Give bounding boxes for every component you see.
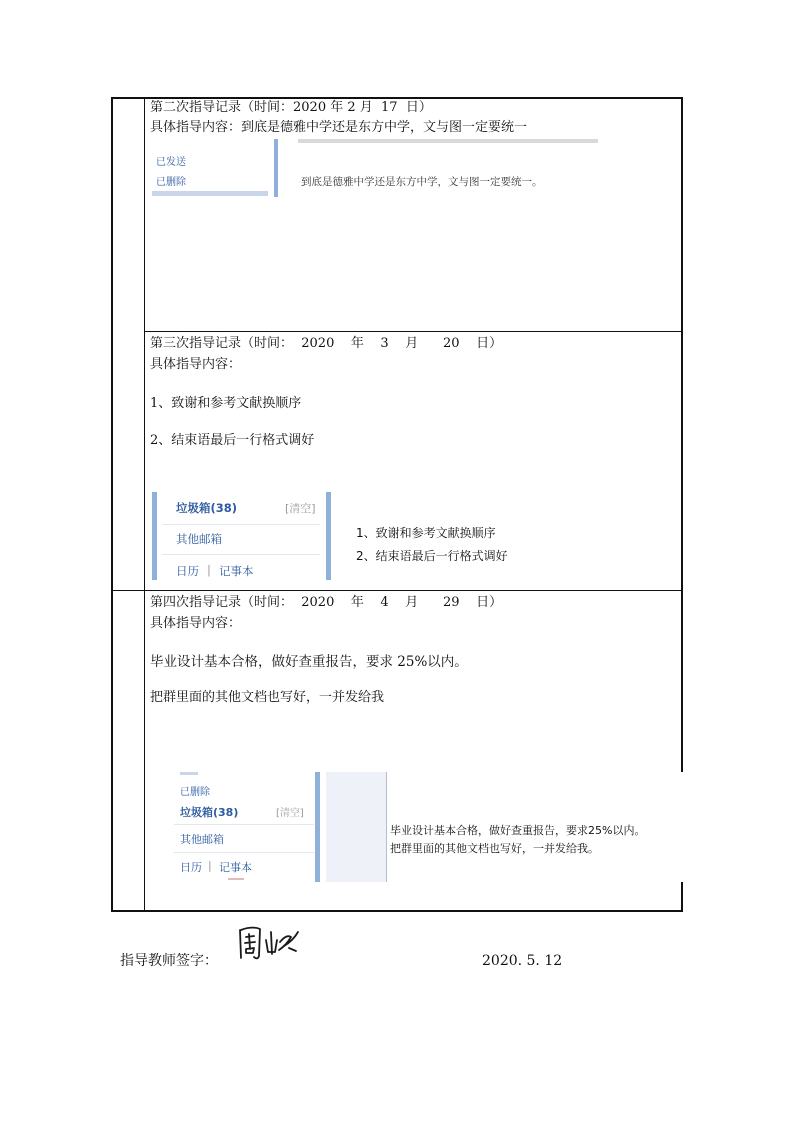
row-divider (144, 331, 683, 332)
record4-content-label: 具体指导内容： (150, 616, 242, 631)
record4-item-2: 把群里面的其他文档也写好，一并发给我 (150, 690, 385, 705)
signature-label: 指导教师签字： (120, 953, 218, 969)
record4-item-1: 毕业设计基本合格，做好查重报告，要求 25%以内。 (150, 654, 468, 670)
other-mailbox[interactable]: 其他邮箱 (180, 833, 224, 846)
record2-title: 第二次指导记录（时间：2020 年 2 月 17 日） (150, 100, 432, 115)
email-message: 到底是德雅中学还是东方中学，文与图一定要统一。 (301, 176, 543, 188)
sidebar-bar (274, 139, 278, 197)
notes-link[interactable]: 记事本 (219, 861, 252, 874)
nav-deleted: 已删除 (156, 177, 186, 188)
signature-date: 2020. 5. 12 (482, 953, 563, 969)
email-line-1: 1、致谢和参考文献换顺序 (356, 526, 496, 540)
record3-item-2: 2、结束语最后一行格式调好 (150, 433, 315, 448)
record2-content: 具体指导内容：到底是德雅中学还是东方中学，文与图一定要统一 (150, 120, 528, 135)
sidebar-bar (326, 492, 331, 580)
trash-folder[interactable]: 垃圾箱(38) (180, 806, 239, 819)
record3-item-1: 1、致谢和参考文献换顺序 (150, 396, 302, 411)
record3-screenshot (152, 492, 552, 580)
sidebar-bar (315, 772, 320, 882)
nav-sent: 已发送 (156, 157, 186, 168)
email-line-1: 毕业设计基本合格，做好查重报告，要求25%以内。 (390, 824, 646, 837)
email-line-2: 把群里面的其他文档也写好，一并发给我。 (390, 842, 599, 855)
table-column-divider (144, 97, 145, 912)
divider (174, 824, 314, 825)
record4-screenshot (158, 772, 688, 882)
divider (174, 852, 314, 853)
nav-deleted[interactable]: 已删除 (180, 787, 210, 798)
record3-title: 第三次指导记录（时间： 2020 年 3 月 20 日） (150, 336, 503, 351)
trash-folder[interactable]: 垃圾箱(38) (176, 501, 238, 515)
left-bar (152, 492, 157, 580)
divider (162, 554, 320, 555)
notes-link[interactable]: 记事本 (219, 564, 254, 578)
record3-content-label: 具体指导内容： (150, 357, 242, 372)
cut-off-text (298, 139, 598, 143)
other-mailbox[interactable]: 其他邮箱 (176, 532, 222, 546)
link-separator: | (208, 859, 212, 872)
cut-off-nav-item (180, 772, 198, 775)
calendar-link[interactable]: 日历 (180, 861, 202, 874)
link-separator: | (207, 563, 211, 577)
email-line-2: 2、结束语最后一行格式调好 (356, 549, 508, 563)
clear-link[interactable]: [清空] (276, 808, 304, 819)
calendar-link[interactable]: 日历 (176, 564, 199, 578)
row-divider (111, 590, 683, 591)
record2-screenshot (148, 139, 608, 197)
cut-off-mark (228, 878, 244, 880)
signature-image (234, 922, 304, 966)
record4-title: 第四次指导记录（时间： 2020 年 4 月 29 日） (150, 595, 503, 610)
cut-off-nav-item (152, 191, 268, 196)
divider (162, 524, 320, 525)
blank-panel (326, 772, 387, 882)
clear-link[interactable]: [清空] (285, 502, 316, 515)
